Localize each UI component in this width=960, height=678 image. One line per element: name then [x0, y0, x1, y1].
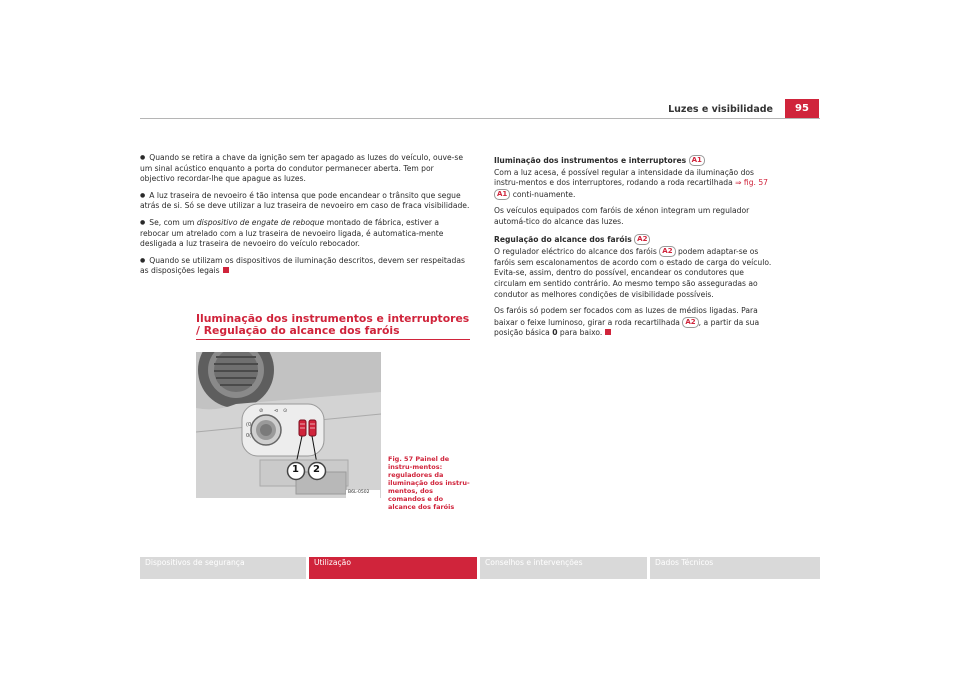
bullet-emphasis: dispositivo de engate de reboque [196, 217, 325, 227]
svg-text:⊘: ⊘ [259, 408, 264, 414]
header-divider [140, 118, 820, 119]
paragraph-text: , a partir da sua posição básica [494, 317, 760, 338]
right-column [494, 155, 774, 345]
paragraph-text: O regulador eléctrico do alcance dos faróis [494, 247, 660, 257]
figure-dashboard-panel [196, 352, 381, 498]
figure-code: B6L-0502 [348, 490, 370, 495]
svg-text:0(: 0( [246, 433, 252, 439]
figure-callout-2: 2 [313, 464, 320, 475]
callout-marker: A2 [659, 246, 675, 257]
paragraph-text: conti-nuamente. [510, 189, 576, 199]
footer-tab-tips[interactable]: Conselhos e intervenções [480, 557, 647, 579]
paragraph: Os veículos equipados com faróis de xénon integram um regulador automá-tico do alcance das luzes. [494, 206, 750, 226]
subheading: Regulação do alcance dos faróis [494, 234, 632, 244]
paragraph [494, 168, 774, 201]
svg-text:⊲: ⊲ [274, 408, 279, 414]
svg-text:⊙: ⊙ [283, 408, 288, 414]
bullet-item: ● Quando se retira a chave da ignição sem ter apagado as luzes do veículo, ouve-se um sinal acústico enquanto a porta do condutor permanecer aberta. Tem por objectivo recordar-lhe que apague as luzes. [140, 153, 470, 185]
bullet-text: montado de fábrica, estiver a rebocar um atrelado com a luz traseira de nevoeiro ligada, é automatica-mente desligada a luz traseira de nevoeiro do veículo rebocador. [140, 217, 444, 249]
paragraph-text: Os faróis só podem ser focados com as luzes de médios ligadas. Para baixar o feixe luminoso, girar a roda recartilhada [494, 306, 758, 327]
figure-caption: Fig. 57 Painel de instru-mentos: reguladores da iluminação dos instru-mentos, dos comandos e do alcance dos faróis [388, 455, 470, 511]
figure-reference-link[interactable]: ⇒ fig. 57 [735, 178, 769, 188]
section-divider [196, 339, 470, 340]
bullet-item: ● A luz traseira de nevoeiro é tão intensa que pode encandear o trânsito que segue atrás de si. Só se deve utilizar a luz traseira de nevoeiro em caso de fraca visibilidade. [140, 191, 470, 212]
paragraph [494, 234, 774, 246]
paragraph-text: Com a luz acesa, é possível regular a intensidade da iluminação dos instru-mentos e dos interruptores, rodando a roda recartilhada [494, 167, 755, 188]
bullet-item [140, 218, 470, 250]
left-column [140, 153, 470, 283]
callout-marker: A2 [682, 317, 698, 328]
figure-callout-1: 1 [292, 464, 299, 475]
end-marker-icon [605, 329, 611, 335]
end-marker-icon [223, 267, 229, 273]
page-header-title: Luzes e visibilidade [668, 104, 773, 115]
paragraph [494, 155, 774, 167]
callout-marker: A2 [634, 234, 650, 245]
bullet-text: Se, com um [149, 217, 197, 227]
callout-marker: A1 [494, 189, 510, 200]
paragraph-text: podem adaptar-se os faróis sem escalonamentos de acordo com o estado de carga do veículo. Evita-se, assim, dentro do possível, encandear os condutores que circulam em sentido contrário. Ao mesmo tempo são asseguradas ao condutor as melhores condições de visibilidade possíveis. [494, 247, 772, 299]
bullet-item [140, 256, 470, 277]
footer-tab-safety[interactable]: Dispositivos de segurança [140, 557, 306, 579]
paragraph [494, 306, 774, 339]
bullet-text: Quando se utilizam os dispositivos de iluminação descritos, devem ser respeitadas as disposições legais [140, 255, 465, 276]
footer-tab-operation[interactable]: Utilização [309, 557, 477, 579]
callout-marker: A1 [689, 155, 705, 166]
section-title: Iluminação dos instrumentos e interruptores / Regulação do alcance dos faróis [196, 312, 470, 337]
paragraph-bold: 0 [552, 328, 558, 338]
svg-text:(0: (0 [246, 422, 252, 428]
paragraph [494, 246, 774, 300]
subheading: Iluminação dos instrumentos e interruptores [494, 156, 687, 165]
footer-tab-technical-data[interactable]: Dados Técnicos [650, 557, 820, 579]
paragraph-text: para baixo. [557, 328, 603, 338]
dashboard-illustration [196, 352, 381, 498]
page-number: 95 [785, 99, 819, 119]
